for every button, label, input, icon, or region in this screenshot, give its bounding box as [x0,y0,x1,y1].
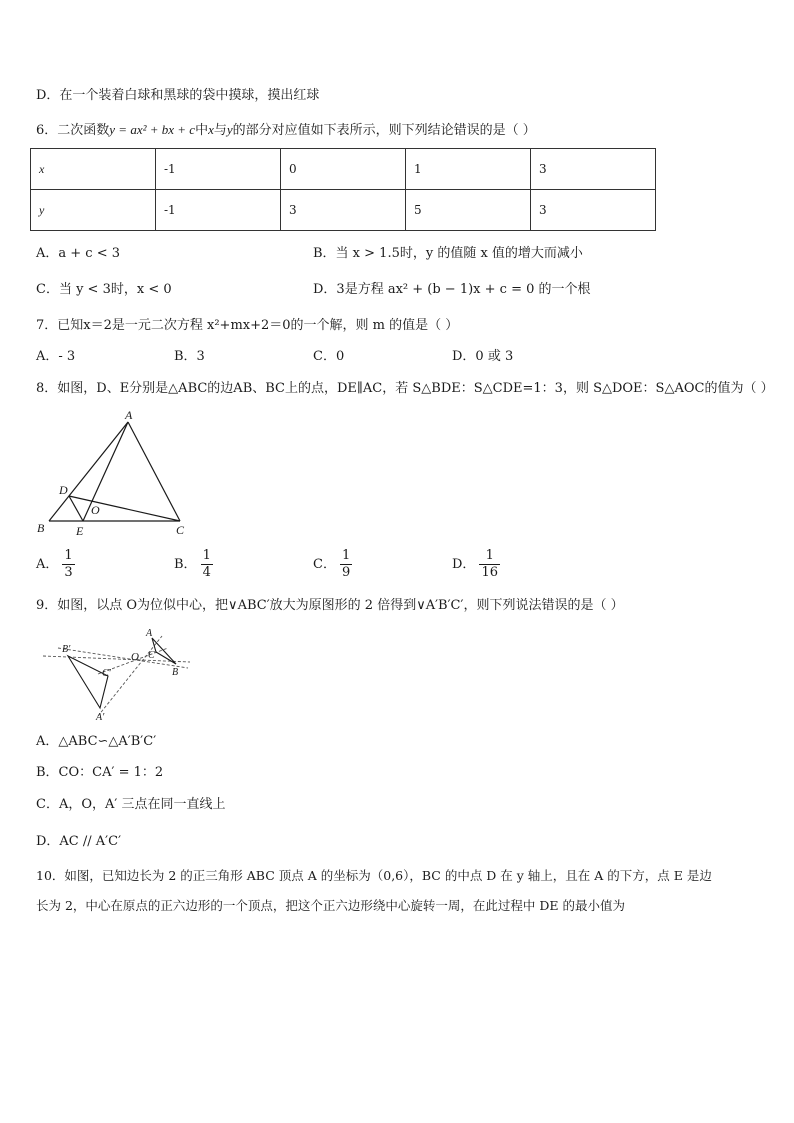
table-cell: 3 [531,190,656,231]
triangle-a-b-c [152,638,176,664]
label-c: C [148,650,155,661]
label-b: B [37,521,45,535]
q6-option-d: D．3是方程 ax² + (b − 1)x + c = 0 的一个根 [313,282,591,297]
q10-stem-line2: 长为 2，中心在原点的正六边形的一个顶点，把这个正六边形绕中心旋转一周，在此过程中 DE 的最小值为 [36,898,626,913]
q8-stem: 8．如图，D、E分别是△ABC的边AB、BC上的点，DE∥AC，若 S△BDE：S△CDE=1：3，则 S△DOE：S△AOC的值为（ ） [36,381,774,396]
q6-option-b: B．当 x > 1.5时，y 的值随 x 值的增大而减小 [313,246,583,261]
table-cell: 3 [281,190,406,231]
table-cell: 0 [281,149,406,190]
q9-option-c: C．A，O，A′ 三点在同一直线上 [36,797,226,812]
segment-ae [83,422,128,521]
q8-option-a: A． $\frac{1}{3}$ [36,548,73,580]
q6-option-a: A．a + c < 3 [36,246,121,261]
q6-option-c: C．当 y < 3时，x < 0 [36,282,172,297]
table-cell: 1 [406,149,531,190]
label-o: O [91,503,100,517]
label-b: B [172,667,179,678]
table-row [31,190,656,231]
table-cell: -1 [156,149,281,190]
triangle-a-prime-b-prime-c-prime [68,656,108,708]
q8-option-d: D． $\frac{1}{16}$ [452,548,498,580]
label-a-prime: A′ [96,712,105,723]
q7-option-d: D．0 或 3 [452,349,514,364]
label-c: C [176,523,185,537]
table-cell: -1 [156,190,281,231]
q6-mid2: 与 [213,123,227,138]
table-cell: x [31,149,156,190]
table-row [31,149,656,190]
label-o: O [131,651,139,663]
q5-option-d: D．在一个装着白球和黑球的袋中摸球，摸出红球 [36,88,320,103]
segment-de [69,496,83,521]
label-d: D [59,483,68,497]
q6-suffix: 的部分对应值如下表所示，则下列结论错误的是（ ） [232,123,536,138]
q7-option-c: C．0 [313,349,345,364]
segment-dc [69,496,180,521]
q9-option-b: B．CO：CA′ = 1：2 [36,765,164,780]
q6-prefix: 6．二次函数 [36,123,110,138]
q8-option-c: C． $\frac{1}{9}$ [313,548,351,580]
table-cell: 3 [531,149,656,190]
q7-option-b: B．3 [174,349,205,364]
q6-var-y: y [226,122,233,137]
label-b-prime: B′ [62,644,71,655]
q7-option-a: A．- 3 [36,349,76,364]
table-cell: y [31,190,156,231]
q9-option-d: D．AC // A′C′ [36,834,122,849]
label-a: A [125,408,133,422]
table-cell: 5 [406,190,531,231]
q7-stem: 7．已知x＝2是一元二次方程 x²+mx+2＝0的一个解，则 m 的值是（ ） [36,318,459,333]
q6-var-x: x [208,122,214,137]
q6-stem [36,119,536,138]
q9-option-a: A．△ABC∽△A′B′C′ [36,734,157,749]
label-c-prime: C′ [102,668,111,679]
q10-stem-line1: 10．如图，已知边长为 2 的正三角形 ABC 顶点 A 的坐标为（0,6），BC 的中点 D 在 y 轴上，且在 A 的下方，点 E 是边 [36,868,712,883]
side-ac [128,422,180,521]
q6-value-table [30,148,656,231]
q8-option-b: B． $\frac{1}{4}$ [174,548,211,580]
q9-homothety-figure [38,624,198,724]
label-e: E [76,524,84,538]
q6-mid1: 中 [195,123,209,138]
label-a: A [146,628,153,639]
q8-triangle-figure [32,408,202,538]
q6-function: y = ax² + bx + c [109,122,196,137]
q9-stem: 9．如图，以点 O为位似中心，把∨ABC′放大为原图形的 2 倍得到∨A′B′C′，则下列说法错误的是（ ） [36,598,624,613]
